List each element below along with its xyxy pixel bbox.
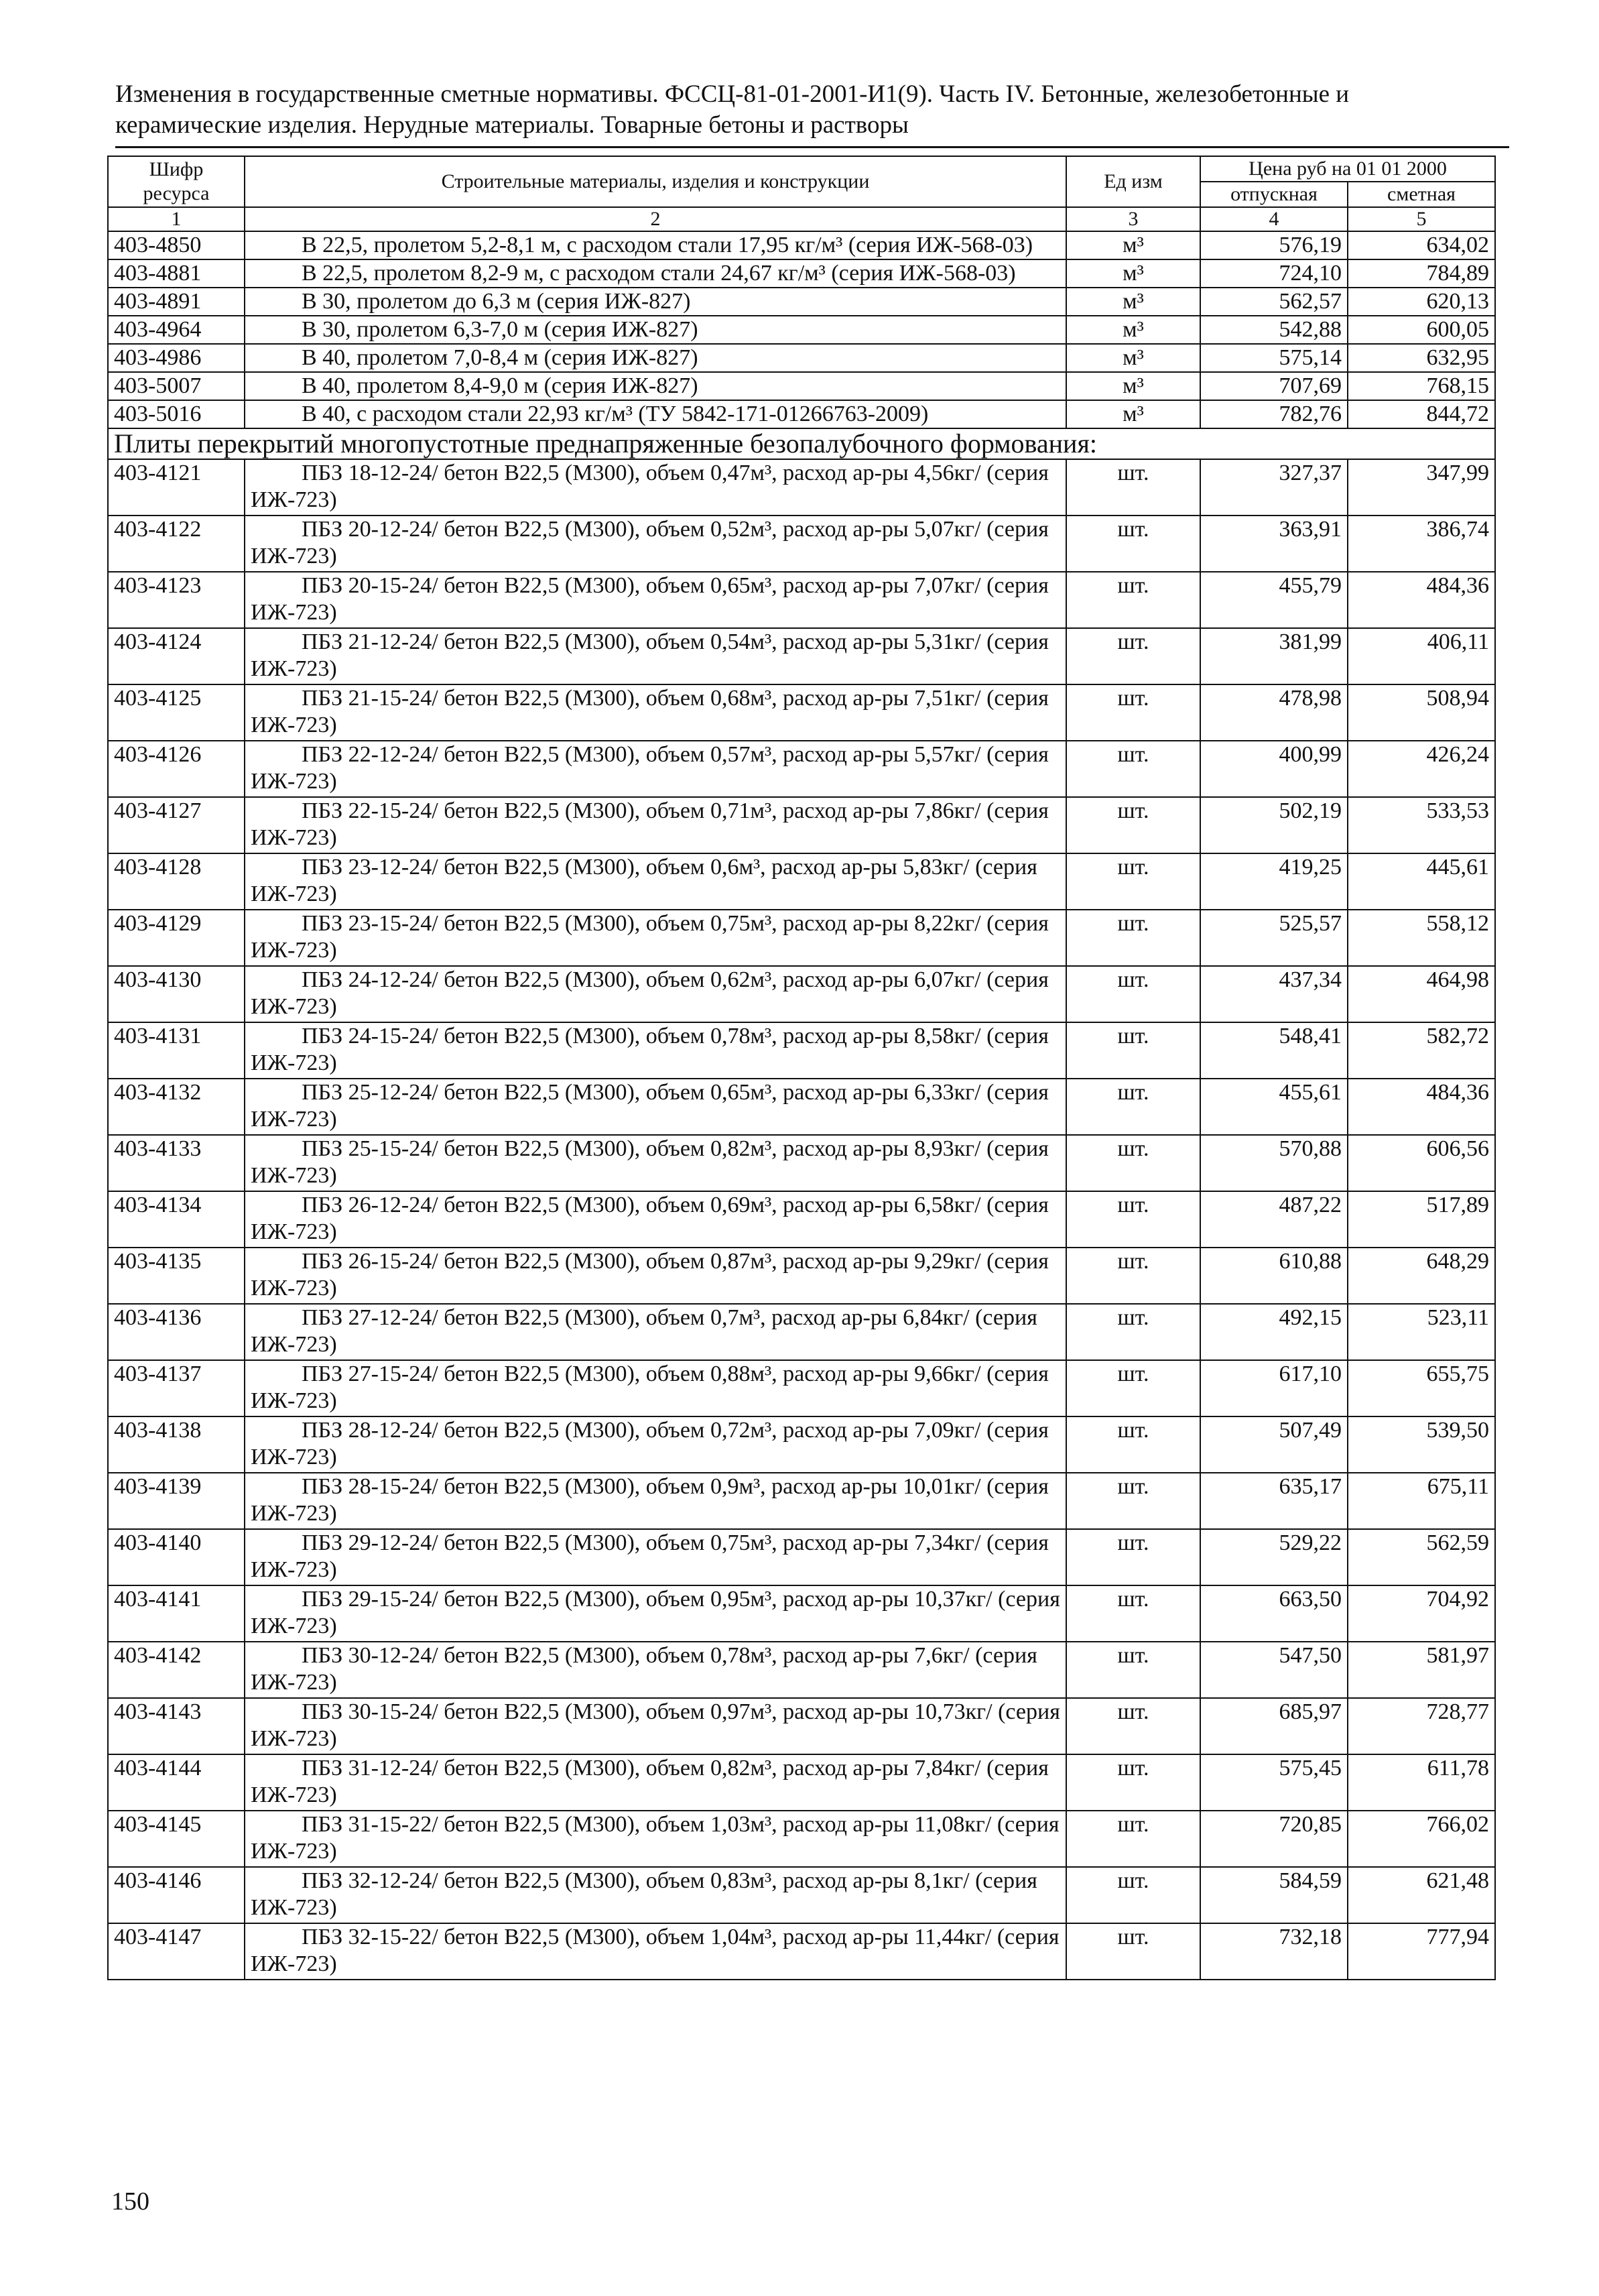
item-name: ПБЗ 26-15-24/ бетон В22,5 (М300), объем 0,87м³, расход ар-ры 9,29кг/ (серия ИЖ-723) xyxy=(245,1248,1066,1304)
estimate-price: 777,94 xyxy=(1348,1923,1495,1980)
unit-cell: шт. xyxy=(1066,853,1200,910)
estimate-price: 611,78 xyxy=(1348,1754,1495,1811)
item-name: ПБЗ 28-15-24/ бетон В22,5 (М300), объем 0,9м³, расход ар-ры 10,01кг/ (серия ИЖ-723) xyxy=(245,1473,1066,1529)
resource-code: 403-4129 xyxy=(108,910,245,966)
item-name: ПБЗ 31-12-24/ бетон В22,5 (М300), объем 0,82м³, расход ар-ры 7,84кг/ (серия ИЖ-723) xyxy=(245,1754,1066,1811)
table-row xyxy=(108,1754,1495,1811)
estimate-price: 581,97 xyxy=(1348,1642,1495,1698)
section-title: Плиты перекрытий многопустотные преднапряженные безопалубочного формования: xyxy=(108,428,1495,459)
release-price: 419,25 xyxy=(1200,853,1348,910)
item-name: В 30, пролетом 6,3-7,0 м (серия ИЖ-827) xyxy=(245,316,1066,344)
table-row xyxy=(108,1698,1495,1754)
unit-cell: шт. xyxy=(1066,1022,1200,1079)
item-name: ПБЗ 30-12-24/ бетон В22,5 (М300), объем 0,78м³, расход ар-ры 7,6кг/ (серия ИЖ-723) xyxy=(245,1642,1066,1698)
resource-code: 403-4147 xyxy=(108,1923,245,1980)
table-header xyxy=(108,156,1495,231)
estimate-price: 562,59 xyxy=(1348,1529,1495,1585)
resource-code: 403-4125 xyxy=(108,684,245,741)
unit-cell: м³ xyxy=(1066,259,1200,288)
unit-cell: шт. xyxy=(1066,910,1200,966)
unit-cell: шт. xyxy=(1066,797,1200,853)
resource-code: 403-4140 xyxy=(108,1529,245,1585)
item-name: ПБЗ 30-15-24/ бетон В22,5 (М300), объем 0,97м³, расход ар-ры 10,73кг/ (серия ИЖ-723) xyxy=(245,1698,1066,1754)
release-price: 575,45 xyxy=(1200,1754,1348,1811)
table-row xyxy=(108,1079,1495,1135)
table-row xyxy=(108,741,1495,797)
resource-code: 403-4132 xyxy=(108,1079,245,1135)
estimate-price: 648,29 xyxy=(1348,1248,1495,1304)
resource-code: 403-4143 xyxy=(108,1698,245,1754)
table-row xyxy=(108,259,1495,288)
resource-code: 403-4131 xyxy=(108,1022,245,1079)
column-number: 2 xyxy=(245,207,1066,231)
table-row xyxy=(108,1585,1495,1642)
item-name: ПБЗ 25-15-24/ бетон В22,5 (М300), объем 0,82м³, расход ар-ры 8,93кг/ (серия ИЖ-723) xyxy=(245,1135,1066,1191)
release-price: 685,97 xyxy=(1200,1698,1348,1754)
resource-code: 403-4136 xyxy=(108,1304,245,1360)
unit-cell: шт. xyxy=(1066,459,1200,516)
table-row xyxy=(108,1416,1495,1473)
unit-cell: шт. xyxy=(1066,684,1200,741)
estimate-price: 347,99 xyxy=(1348,459,1495,516)
item-name: ПБЗ 26-12-24/ бетон В22,5 (М300), объем 0,69м³, расход ар-ры 6,58кг/ (серия ИЖ-723) xyxy=(245,1191,1066,1248)
unit-cell: шт. xyxy=(1066,1079,1200,1135)
item-name: ПБЗ 18-12-24/ бетон В22,5 (М300), объем 0,47м³, расход ар-ры 4,56кг/ (серия ИЖ-723) xyxy=(245,459,1066,516)
table-row xyxy=(108,1191,1495,1248)
release-price: 529,22 xyxy=(1200,1529,1348,1585)
header-name: Строительные материалы, изделия и конструкции xyxy=(245,156,1066,207)
release-price: 610,88 xyxy=(1200,1248,1348,1304)
header-price-group: Цена руб на 01 01 2000 xyxy=(1200,156,1495,182)
page-number: 150 xyxy=(111,2187,149,2216)
header-unit: Ед изм xyxy=(1066,156,1200,207)
resource-code: 403-4964 xyxy=(108,316,245,344)
unit-cell: м³ xyxy=(1066,316,1200,344)
table-row xyxy=(108,1923,1495,1980)
item-name: ПБЗ 24-12-24/ бетон В22,5 (М300), объем 0,62м³, расход ар-ры 6,07кг/ (серия ИЖ-723) xyxy=(245,966,1066,1022)
release-price: 363,91 xyxy=(1200,516,1348,572)
resource-code: 403-4123 xyxy=(108,572,245,628)
estimate-price: 582,72 xyxy=(1348,1022,1495,1079)
release-price: 542,88 xyxy=(1200,316,1348,344)
unit-cell: м³ xyxy=(1066,231,1200,259)
unit-cell: шт. xyxy=(1066,1754,1200,1811)
resource-code: 403-4146 xyxy=(108,1867,245,1923)
item-name: ПБЗ 31-15-22/ бетон В22,5 (М300), объем 1,03м³, расход ар-ры 11,08кг/ (серия ИЖ-723) xyxy=(245,1811,1066,1867)
estimate-price: 784,89 xyxy=(1348,259,1495,288)
estimate-price: 386,74 xyxy=(1348,516,1495,572)
table-row xyxy=(108,1248,1495,1304)
release-price: 437,34 xyxy=(1200,966,1348,1022)
table-row xyxy=(108,459,1495,516)
estimate-price: 600,05 xyxy=(1348,316,1495,344)
estimate-price: 606,56 xyxy=(1348,1135,1495,1191)
estimate-price: 426,24 xyxy=(1348,741,1495,797)
resource-code: 403-4130 xyxy=(108,966,245,1022)
unit-cell: шт. xyxy=(1066,1529,1200,1585)
release-price: 562,57 xyxy=(1200,288,1348,316)
estimate-price: 620,13 xyxy=(1348,288,1495,316)
table-row xyxy=(108,1473,1495,1529)
unit-cell: шт. xyxy=(1066,516,1200,572)
item-name: ПБЗ 29-12-24/ бетон В22,5 (М300), объем 0,75м³, расход ар-ры 7,34кг/ (серия ИЖ-723) xyxy=(245,1529,1066,1585)
resource-code: 403-4137 xyxy=(108,1360,245,1416)
resource-code: 403-4126 xyxy=(108,741,245,797)
unit-cell: шт. xyxy=(1066,1642,1200,1698)
release-price: 576,19 xyxy=(1200,231,1348,259)
resource-code: 403-4850 xyxy=(108,231,245,259)
release-price: 707,69 xyxy=(1200,372,1348,400)
estimate-price: 655,75 xyxy=(1348,1360,1495,1416)
resource-code: 403-4144 xyxy=(108,1754,245,1811)
table-row xyxy=(108,231,1495,259)
estimate-price: 766,02 xyxy=(1348,1811,1495,1867)
table-row xyxy=(108,1642,1495,1698)
unit-cell: шт. xyxy=(1066,1248,1200,1304)
release-price: 635,17 xyxy=(1200,1473,1348,1529)
unit-cell: м³ xyxy=(1066,400,1200,428)
resource-code: 403-4128 xyxy=(108,853,245,910)
item-name: ПБЗ 20-15-24/ бетон В22,5 (М300), объем 0,65м³, расход ар-ры 7,07кг/ (серия ИЖ-723) xyxy=(245,572,1066,628)
estimate-price: 632,95 xyxy=(1348,344,1495,372)
page-header xyxy=(115,79,1496,141)
header-line-1: Изменения в государственные сметные нормативы. ФССЦ-81-01-2001-И1(9). Часть IV. Бетонные, железобетонные и xyxy=(115,80,1350,108)
release-price: 478,98 xyxy=(1200,684,1348,741)
unit-cell: шт. xyxy=(1066,1923,1200,1980)
resource-code: 403-4121 xyxy=(108,459,245,516)
resource-code: 403-4124 xyxy=(108,628,245,684)
resource-code: 403-4986 xyxy=(108,344,245,372)
unit-cell: шт. xyxy=(1066,1304,1200,1360)
unit-cell: м³ xyxy=(1066,372,1200,400)
table-row xyxy=(108,516,1495,572)
table-row xyxy=(108,1135,1495,1191)
resource-code: 403-4134 xyxy=(108,1191,245,1248)
item-name: В 22,5, пролетом 8,2-9 м, с расходом стали 24,67 кг/м³ (серия ИЖ-568-03) xyxy=(245,259,1066,288)
unit-cell: м³ xyxy=(1066,344,1200,372)
table-row xyxy=(108,572,1495,628)
estimate-price: 406,11 xyxy=(1348,628,1495,684)
table-row xyxy=(108,684,1495,741)
resource-code: 403-4142 xyxy=(108,1642,245,1698)
estimate-price: 508,94 xyxy=(1348,684,1495,741)
column-number: 4 xyxy=(1200,207,1348,231)
resource-code: 403-4133 xyxy=(108,1135,245,1191)
table-row xyxy=(108,1867,1495,1923)
table-body-part1 xyxy=(108,231,1495,428)
unit-cell: шт. xyxy=(1066,572,1200,628)
resource-code: 403-4881 xyxy=(108,259,245,288)
release-price: 327,37 xyxy=(1200,459,1348,516)
estimate-price: 675,11 xyxy=(1348,1473,1495,1529)
item-name: ПБЗ 25-12-24/ бетон В22,5 (М300), объем 0,65м³, расход ар-ры 6,33кг/ (серия ИЖ-723) xyxy=(245,1079,1066,1135)
release-price: 720,85 xyxy=(1200,1811,1348,1867)
release-price: 502,19 xyxy=(1200,797,1348,853)
unit-cell: шт. xyxy=(1066,741,1200,797)
table-row xyxy=(108,372,1495,400)
item-name: ПБЗ 23-15-24/ бетон В22,5 (М300), объем 0,75м³, расход ар-ры 8,22кг/ (серия ИЖ-723) xyxy=(245,910,1066,966)
estimate-price: 768,15 xyxy=(1348,372,1495,400)
table-row xyxy=(108,288,1495,316)
estimate-price: 621,48 xyxy=(1348,1867,1495,1923)
release-price: 507,49 xyxy=(1200,1416,1348,1473)
release-price: 547,50 xyxy=(1200,1642,1348,1698)
release-price: 617,10 xyxy=(1200,1360,1348,1416)
table-row xyxy=(108,1022,1495,1079)
item-name: ПБЗ 22-15-24/ бетон В22,5 (М300), объем 0,71м³, расход ар-ры 7,86кг/ (серия ИЖ-723) xyxy=(245,797,1066,853)
estimate-price: 484,36 xyxy=(1348,572,1495,628)
header-price-release: отпускная xyxy=(1200,182,1348,207)
estimate-price: 523,11 xyxy=(1348,1304,1495,1360)
unit-cell: шт. xyxy=(1066,1867,1200,1923)
resource-code: 403-5007 xyxy=(108,372,245,400)
table-row xyxy=(108,1811,1495,1867)
resource-code: 403-4891 xyxy=(108,288,245,316)
item-name: ПБЗ 24-15-24/ бетон В22,5 (М300), объем 0,78м³, расход ар-ры 8,58кг/ (серия ИЖ-723) xyxy=(245,1022,1066,1079)
estimate-price: 445,61 xyxy=(1348,853,1495,910)
unit-cell: шт. xyxy=(1066,1360,1200,1416)
table-body-part2 xyxy=(108,459,1495,1980)
section-row xyxy=(108,428,1495,459)
estimate-price: 558,12 xyxy=(1348,910,1495,966)
column-number: 1 xyxy=(108,207,245,231)
estimate-price: 484,36 xyxy=(1348,1079,1495,1135)
release-price: 455,61 xyxy=(1200,1079,1348,1135)
column-number: 3 xyxy=(1066,207,1200,231)
release-price: 570,88 xyxy=(1200,1135,1348,1191)
item-name: ПБЗ 23-12-24/ бетон В22,5 (М300), объем 0,6м³, расход ар-ры 5,83кг/ (серия ИЖ-723) xyxy=(245,853,1066,910)
estimate-price: 464,98 xyxy=(1348,966,1495,1022)
estimate-price: 704,92 xyxy=(1348,1585,1495,1642)
unit-cell: шт. xyxy=(1066,628,1200,684)
price-table xyxy=(107,156,1496,1980)
item-name: ПБЗ 32-12-24/ бетон В22,5 (М300), объем 0,83м³, расход ар-ры 8,1кг/ (серия ИЖ-723) xyxy=(245,1867,1066,1923)
release-price: 724,10 xyxy=(1200,259,1348,288)
release-price: 584,59 xyxy=(1200,1867,1348,1923)
estimate-price: 634,02 xyxy=(1348,231,1495,259)
release-price: 575,14 xyxy=(1200,344,1348,372)
item-name: В 30, пролетом до 6,3 м (серия ИЖ-827) xyxy=(245,288,1066,316)
resource-code: 403-5016 xyxy=(108,400,245,428)
unit-cell: шт. xyxy=(1066,966,1200,1022)
item-name: В 40, пролетом 8,4-9,0 м (серия ИЖ-827) xyxy=(245,372,1066,400)
release-price: 381,99 xyxy=(1200,628,1348,684)
table-row xyxy=(108,316,1495,344)
unit-cell: шт. xyxy=(1066,1135,1200,1191)
item-name: ПБЗ 28-12-24/ бетон В22,5 (М300), объем 0,72м³, расход ар-ры 7,09кг/ (серия ИЖ-723) xyxy=(245,1416,1066,1473)
estimate-price: 844,72 xyxy=(1348,400,1495,428)
unit-cell: шт. xyxy=(1066,1585,1200,1642)
release-price: 663,50 xyxy=(1200,1585,1348,1642)
estimate-price: 728,77 xyxy=(1348,1698,1495,1754)
item-name: ПБЗ 20-12-24/ бетон В22,5 (М300), объем 0,52м³, расход ар-ры 5,07кг/ (серия ИЖ-723) xyxy=(245,516,1066,572)
release-price: 455,79 xyxy=(1200,572,1348,628)
column-number: 5 xyxy=(1348,207,1495,231)
table-row xyxy=(108,910,1495,966)
section-heading-group xyxy=(108,428,1495,459)
item-name: ПБЗ 29-15-24/ бетон В22,5 (М300), объем 0,95м³, расход ар-ры 10,37кг/ (серия ИЖ-723) xyxy=(245,1585,1066,1642)
table-row xyxy=(108,628,1495,684)
item-name: ПБЗ 22-12-24/ бетон В22,5 (М300), объем 0,57м³, расход ар-ры 5,57кг/ (серия ИЖ-723) xyxy=(245,741,1066,797)
unit-cell: шт. xyxy=(1066,1191,1200,1248)
estimate-price: 517,89 xyxy=(1348,1191,1495,1248)
release-price: 525,57 xyxy=(1200,910,1348,966)
resource-code: 403-4139 xyxy=(108,1473,245,1529)
resource-code: 403-4122 xyxy=(108,516,245,572)
header-line-2: керамические изделия. Нерудные материалы. Товарные бетоны и растворы xyxy=(115,111,909,139)
header-price-estimate: сметная xyxy=(1348,182,1495,207)
resource-code: 403-4127 xyxy=(108,797,245,853)
release-price: 492,15 xyxy=(1200,1304,1348,1360)
release-price: 400,99 xyxy=(1200,741,1348,797)
table-row xyxy=(108,1529,1495,1585)
estimate-price: 539,50 xyxy=(1348,1416,1495,1473)
column-number-row xyxy=(108,207,1495,231)
table-row xyxy=(108,966,1495,1022)
header-rule xyxy=(115,146,1509,148)
table-row xyxy=(108,400,1495,428)
table-row xyxy=(108,797,1495,853)
item-name: В 40, пролетом 7,0-8,4 м (серия ИЖ-827) xyxy=(245,344,1066,372)
resource-code: 403-4141 xyxy=(108,1585,245,1642)
resource-code: 403-4138 xyxy=(108,1416,245,1473)
unit-cell: шт. xyxy=(1066,1416,1200,1473)
resource-code: 403-4145 xyxy=(108,1811,245,1867)
table-row xyxy=(108,344,1495,372)
item-name: ПБЗ 21-12-24/ бетон В22,5 (М300), объем 0,54м³, расход ар-ры 5,31кг/ (серия ИЖ-723) xyxy=(245,628,1066,684)
release-price: 487,22 xyxy=(1200,1191,1348,1248)
item-name: ПБЗ 32-15-22/ бетон В22,5 (М300), объем 1,04м³, расход ар-ры 11,44кг/ (серия ИЖ-723) xyxy=(245,1923,1066,1980)
resource-code: 403-4135 xyxy=(108,1248,245,1304)
item-name: В 22,5, пролетом 5,2-8,1 м, с расходом стали 17,95 кг/м³ (серия ИЖ-568-03) xyxy=(245,231,1066,259)
item-name: ПБЗ 27-15-24/ бетон В22,5 (М300), объем 0,88м³, расход ар-ры 9,66кг/ (серия ИЖ-723) xyxy=(245,1360,1066,1416)
release-price: 548,41 xyxy=(1200,1022,1348,1079)
header-code: Шифр ресурса xyxy=(108,156,245,207)
item-name: ПБЗ 21-15-24/ бетон В22,5 (М300), объем 0,68м³, расход ар-ры 7,51кг/ (серия ИЖ-723) xyxy=(245,684,1066,741)
item-name: В 40, с расходом стали 22,93 кг/м³ (ТУ 5842-171-01266763-2009) xyxy=(245,400,1066,428)
unit-cell: шт. xyxy=(1066,1698,1200,1754)
unit-cell: шт. xyxy=(1066,1473,1200,1529)
estimate-price: 533,53 xyxy=(1348,797,1495,853)
table-row xyxy=(108,853,1495,910)
table-row xyxy=(108,1360,1495,1416)
unit-cell: м³ xyxy=(1066,288,1200,316)
item-name: ПБЗ 27-12-24/ бетон В22,5 (М300), объем 0,7м³, расход ар-ры 6,84кг/ (серия ИЖ-723) xyxy=(245,1304,1066,1360)
release-price: 782,76 xyxy=(1200,400,1348,428)
release-price: 732,18 xyxy=(1200,1923,1348,1980)
table-row xyxy=(108,1304,1495,1360)
unit-cell: шт. xyxy=(1066,1811,1200,1867)
